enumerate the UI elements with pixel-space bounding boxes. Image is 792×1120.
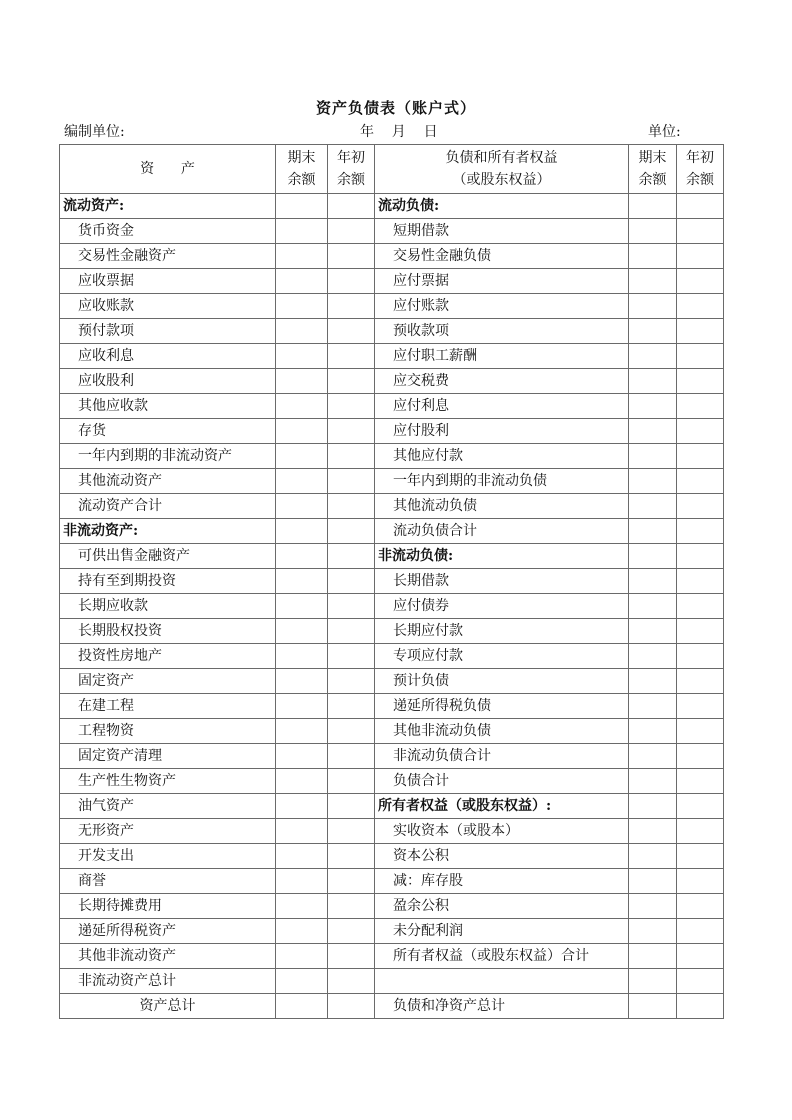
asset-begin-balance-cell[interactable] [328, 419, 375, 444]
asset-begin-balance-cell[interactable] [328, 894, 375, 919]
asset-begin-balance-cell[interactable] [328, 294, 375, 319]
table-row [60, 819, 724, 844]
liability-begin-balance-cell[interactable] [677, 419, 724, 444]
liability-item: 交易性金融负债 [375, 244, 629, 269]
liability-begin-balance-cell[interactable] [677, 919, 724, 944]
asset-end-balance-cell[interactable] [276, 544, 328, 569]
asset-end-balance-cell[interactable] [276, 994, 328, 1019]
asset-end-balance-cell[interactable] [276, 469, 328, 494]
liability-item: 实收资本（或股本） [375, 819, 629, 844]
asset-item: 长期应收款 [60, 594, 276, 619]
table-row [60, 469, 724, 494]
liability-begin-balance-cell[interactable] [677, 769, 724, 794]
liability-begin-balance-cell[interactable] [677, 444, 724, 469]
liability-end-balance-cell[interactable] [629, 694, 677, 719]
asset-end-balance-cell[interactable] [276, 244, 328, 269]
asset-begin-balance-cell[interactable] [328, 644, 375, 669]
liability-item: 负债合计 [375, 769, 629, 794]
liability-begin-balance-cell[interactable] [677, 794, 724, 819]
asset-end-balance-cell[interactable] [276, 969, 328, 994]
table-row [60, 794, 724, 819]
liability-begin-balance-cell[interactable] [677, 894, 724, 919]
asset-end-balance-cell[interactable] [276, 394, 328, 419]
compiler-label: 编制单位: [64, 124, 125, 140]
liability-begin-balance-cell[interactable] [677, 944, 724, 969]
liability-begin-balance-cell[interactable] [677, 469, 724, 494]
asset-item: 存货 [60, 419, 276, 444]
liability-end-balance-cell[interactable] [629, 944, 677, 969]
asset-end-balance-cell[interactable] [276, 944, 328, 969]
liability-end-balance-cell[interactable] [629, 344, 677, 369]
liability-begin-balance-cell[interactable] [677, 594, 724, 619]
asset-end-balance-cell[interactable] [276, 444, 328, 469]
liability-end-balance-cell[interactable] [629, 419, 677, 444]
asset-end-balance-cell[interactable] [276, 744, 328, 769]
asset-header: 资 产 [60, 145, 276, 194]
asset-item: 预付款项 [60, 319, 276, 344]
report-title: 资产负债表（账户式） [315, 99, 476, 117]
asset-begin-balance-cell[interactable] [328, 669, 375, 694]
liability-end-balance-cell[interactable] [629, 819, 677, 844]
liability-begin-balance-cell[interactable] [677, 569, 724, 594]
liability-end-balance-cell[interactable] [629, 994, 677, 1019]
liability-end-balance-cell[interactable] [629, 619, 677, 644]
asset-end-balance-cell[interactable] [276, 844, 328, 869]
asset-end-balance-cell[interactable] [276, 594, 328, 619]
asset-end-balance-cell[interactable] [276, 719, 328, 744]
asset-item: 流动资产合计 [60, 494, 276, 519]
asset-end-balance-cell[interactable] [276, 894, 328, 919]
liability-item: 应付利息 [375, 394, 629, 419]
table-row [60, 494, 724, 519]
table-row [60, 369, 724, 394]
asset-item: 应收利息 [60, 344, 276, 369]
asset-item: 固定资产 [60, 669, 276, 694]
liability-item: 非流动负债合计 [375, 744, 629, 769]
asset-begin-balance-cell[interactable] [328, 794, 375, 819]
liability-begin-balance-cell[interactable] [677, 819, 724, 844]
liability-item: 应付债券 [375, 594, 629, 619]
liability-end-balance-cell[interactable] [629, 519, 677, 544]
end-balance-header-right: 期末 余额 [629, 145, 677, 194]
asset-end-balance-cell[interactable] [276, 319, 328, 344]
liability-end-balance-cell[interactable] [629, 219, 677, 244]
asset-end-balance-cell[interactable] [276, 569, 328, 594]
table-row [60, 594, 724, 619]
table-row [60, 919, 724, 944]
liability-item: 长期借款 [375, 569, 629, 594]
liability-item: 其他流动负债 [375, 494, 629, 519]
asset-begin-balance-cell[interactable] [328, 769, 375, 794]
asset-item: 在建工程 [60, 694, 276, 719]
liability-end-balance-cell[interactable] [629, 744, 677, 769]
liability-item: 资本公积 [375, 844, 629, 869]
asset-item: 交易性金融资产 [60, 244, 276, 269]
liability-begin-balance-cell[interactable] [677, 869, 724, 894]
table-row [60, 994, 724, 1019]
table-row [60, 619, 724, 644]
asset-end-balance-cell[interactable] [276, 869, 328, 894]
date-label: 年 月 日 [360, 124, 438, 140]
liability-item: 预收款项 [375, 319, 629, 344]
liability-end-balance-cell[interactable] [629, 844, 677, 869]
asset-end-balance-cell[interactable] [276, 219, 328, 244]
liability-begin-balance-cell[interactable] [677, 369, 724, 394]
asset-item: 应收账款 [60, 294, 276, 319]
liability-begin-balance-cell[interactable] [677, 294, 724, 319]
asset-end-balance-cell[interactable] [276, 344, 328, 369]
asset-end-balance-cell[interactable] [276, 519, 328, 544]
asset-item: 其他应收款 [60, 394, 276, 419]
liability-item: 其他应付款 [375, 444, 629, 469]
asset-end-balance-cell[interactable] [276, 294, 328, 319]
liability-begin-balance-cell[interactable] [677, 519, 724, 544]
liability-end-balance-cell[interactable] [629, 194, 677, 219]
asset-end-balance-cell[interactable] [276, 794, 328, 819]
liability-begin-balance-cell[interactable] [677, 844, 724, 869]
liability-item: 短期借款 [375, 219, 629, 244]
liability-end-balance-cell[interactable] [629, 644, 677, 669]
liability-end-balance-cell[interactable] [629, 369, 677, 394]
header-row [60, 145, 724, 194]
asset-item: 长期待摊费用 [60, 894, 276, 919]
liability-item [375, 969, 629, 994]
asset-begin-balance-cell[interactable] [328, 844, 375, 869]
liability-end-balance-cell[interactable] [629, 469, 677, 494]
liability-item: 减：库存股 [375, 869, 629, 894]
asset-item: 商誉 [60, 869, 276, 894]
asset-end-balance-cell[interactable] [276, 694, 328, 719]
liability-end-balance-cell[interactable] [629, 969, 677, 994]
table-row [60, 844, 724, 869]
asset-end-balance-cell[interactable] [276, 669, 328, 694]
asset-item: 递延所得税资产 [60, 919, 276, 944]
liability-item: 应付股利 [375, 419, 629, 444]
liability-begin-balance-cell[interactable] [677, 544, 724, 569]
liability-item: 流动负债合计 [375, 519, 629, 544]
liability-begin-balance-cell[interactable] [677, 969, 724, 994]
liability-end-balance-cell[interactable] [629, 869, 677, 894]
liability-begin-balance-cell[interactable] [677, 744, 724, 769]
liability-item: 盈余公积 [375, 894, 629, 919]
asset-item: 持有至到期投资 [60, 569, 276, 594]
liability-begin-balance-cell[interactable] [677, 194, 724, 219]
liability-item: 专项应付款 [375, 644, 629, 669]
table-row [60, 294, 724, 319]
liability-begin-balance-cell[interactable] [677, 319, 724, 344]
asset-end-balance-cell[interactable] [276, 269, 328, 294]
asset-end-balance-cell[interactable] [276, 194, 328, 219]
liability-end-balance-cell[interactable] [629, 494, 677, 519]
liability-section-heading: 非流动负债: [375, 544, 629, 569]
asset-item: 工程物资 [60, 719, 276, 744]
asset-begin-balance-cell[interactable] [328, 319, 375, 344]
liability-item: 应付账款 [375, 294, 629, 319]
table-row [60, 244, 724, 269]
liability-item: 其他非流动负债 [375, 719, 629, 744]
asset-begin-balance-cell[interactable] [328, 594, 375, 619]
asset-begin-balance-cell[interactable] [328, 519, 375, 544]
asset-begin-balance-cell[interactable] [328, 344, 375, 369]
table-row [60, 344, 724, 369]
liability-end-balance-cell[interactable] [629, 769, 677, 794]
liability-end-balance-cell[interactable] [629, 794, 677, 819]
liability-end-balance-cell[interactable] [629, 244, 677, 269]
asset-begin-balance-cell[interactable] [328, 219, 375, 244]
liability-end-balance-cell[interactable] [629, 294, 677, 319]
asset-begin-balance-cell[interactable] [328, 819, 375, 844]
table-row [60, 319, 724, 344]
liability-end-balance-cell[interactable] [629, 594, 677, 619]
end-balance-header: 期末 余额 [276, 145, 328, 194]
liability-item: 负债和净资产总计 [375, 994, 629, 1019]
asset-item: 应收股利 [60, 369, 276, 394]
liability-end-balance-cell[interactable] [629, 319, 677, 344]
liability-begin-balance-cell[interactable] [677, 394, 724, 419]
liability-end-balance-cell[interactable] [629, 269, 677, 294]
liability-equity-header: 负债和所有者权益 （或股东权益） [375, 145, 629, 194]
table-row [60, 644, 724, 669]
asset-begin-balance-cell[interactable] [328, 244, 375, 269]
begin-balance-header: 年初 余额 [328, 145, 375, 194]
asset-item: 其他流动资产 [60, 469, 276, 494]
liability-section-heading: 流动负债: [375, 194, 629, 219]
table-row [60, 719, 724, 744]
asset-end-balance-cell[interactable] [276, 769, 328, 794]
asset-begin-balance-cell[interactable] [328, 619, 375, 644]
liability-begin-balance-cell[interactable] [677, 269, 724, 294]
begin-balance-header-right: 年初 余额 [677, 145, 724, 194]
liability-end-balance-cell[interactable] [629, 719, 677, 744]
liability-begin-balance-cell[interactable] [677, 619, 724, 644]
liability-end-balance-cell[interactable] [629, 919, 677, 944]
asset-end-balance-cell[interactable] [276, 644, 328, 669]
asset-item: 可供出售金融资产 [60, 544, 276, 569]
liability-item: 所有者权益（或股东权益）合计 [375, 944, 629, 969]
liability-begin-balance-cell[interactable] [677, 244, 724, 269]
asset-begin-balance-cell[interactable] [328, 444, 375, 469]
table-row [60, 219, 724, 244]
asset-end-balance-cell[interactable] [276, 819, 328, 844]
liability-item: 长期应付款 [375, 619, 629, 644]
asset-begin-balance-cell[interactable] [328, 269, 375, 294]
asset-begin-balance-cell[interactable] [328, 994, 375, 1019]
asset-begin-balance-cell[interactable] [328, 944, 375, 969]
liability-item: 应付职工薪酬 [375, 344, 629, 369]
table-row [60, 419, 724, 444]
table-row [60, 769, 724, 794]
asset-item: 油气资产 [60, 794, 276, 819]
liability-end-balance-cell[interactable] [629, 394, 677, 419]
asset-end-balance-cell[interactable] [276, 419, 328, 444]
asset-item: 资产总计 [60, 994, 276, 1019]
asset-end-balance-cell[interactable] [276, 369, 328, 394]
liability-begin-balance-cell[interactable] [677, 719, 724, 744]
liability-end-balance-cell[interactable] [629, 669, 677, 694]
asset-item: 开发支出 [60, 844, 276, 869]
asset-begin-balance-cell[interactable] [328, 719, 375, 744]
liability-item: 预计负债 [375, 669, 629, 694]
asset-item: 长期股权投资 [60, 619, 276, 644]
liability-begin-balance-cell[interactable] [677, 994, 724, 1019]
asset-section-heading: 非流动资产: [60, 519, 276, 544]
asset-begin-balance-cell[interactable] [328, 919, 375, 944]
asset-begin-balance-cell[interactable] [328, 869, 375, 894]
asset-end-balance-cell[interactable] [276, 619, 328, 644]
liability-item: 应付票据 [375, 269, 629, 294]
asset-section-heading: 流动资产: [60, 194, 276, 219]
balance-sheet-table [59, 144, 724, 1019]
asset-item: 一年内到期的非流动资产 [60, 444, 276, 469]
liability-begin-balance-cell[interactable] [677, 344, 724, 369]
table-row [60, 669, 724, 694]
asset-begin-balance-cell[interactable] [328, 369, 375, 394]
asset-begin-balance-cell[interactable] [328, 694, 375, 719]
table-row [60, 444, 724, 469]
asset-item: 货币资金 [60, 219, 276, 244]
asset-begin-balance-cell[interactable] [328, 194, 375, 219]
asset-item: 生产性生物资产 [60, 769, 276, 794]
table-row [60, 694, 724, 719]
table-row [60, 869, 724, 894]
asset-item: 其他非流动资产 [60, 944, 276, 969]
liability-item: 未分配利润 [375, 919, 629, 944]
asset-item: 无形资产 [60, 819, 276, 844]
liability-end-balance-cell[interactable] [629, 544, 677, 569]
liability-item: 递延所得税负债 [375, 694, 629, 719]
table-row [60, 519, 724, 544]
asset-item: 应收票据 [60, 269, 276, 294]
asset-begin-balance-cell[interactable] [328, 969, 375, 994]
asset-item: 非流动资产总计 [60, 969, 276, 994]
liability-begin-balance-cell[interactable] [677, 494, 724, 519]
asset-begin-balance-cell[interactable] [328, 569, 375, 594]
asset-begin-balance-cell[interactable] [328, 394, 375, 419]
liability-item: 一年内到期的非流动负债 [375, 469, 629, 494]
table-row [60, 744, 724, 769]
liability-end-balance-cell[interactable] [629, 444, 677, 469]
table-row [60, 894, 724, 919]
table-row [60, 394, 724, 419]
liability-begin-balance-cell[interactable] [677, 669, 724, 694]
asset-item: 固定资产清理 [60, 744, 276, 769]
asset-end-balance-cell[interactable] [276, 494, 328, 519]
table-row [60, 569, 724, 594]
liability-begin-balance-cell[interactable] [677, 694, 724, 719]
table-row [60, 544, 724, 569]
liability-begin-balance-cell[interactable] [677, 219, 724, 244]
table-row [60, 269, 724, 294]
liability-item: 应交税费 [375, 369, 629, 394]
asset-begin-balance-cell[interactable] [328, 744, 375, 769]
liability-section-heading: 所有者权益（或股东权益）: [375, 794, 629, 819]
asset-begin-balance-cell[interactable] [328, 494, 375, 519]
asset-item: 投资性房地产 [60, 644, 276, 669]
liability-end-balance-cell[interactable] [629, 894, 677, 919]
table-row [60, 969, 724, 994]
asset-begin-balance-cell[interactable] [328, 469, 375, 494]
table-row [60, 194, 724, 219]
asset-begin-balance-cell[interactable] [328, 544, 375, 569]
asset-end-balance-cell[interactable] [276, 919, 328, 944]
table-row [60, 944, 724, 969]
unit-label: 单位: [648, 124, 681, 140]
liability-begin-balance-cell[interactable] [677, 644, 724, 669]
liability-end-balance-cell[interactable] [629, 569, 677, 594]
